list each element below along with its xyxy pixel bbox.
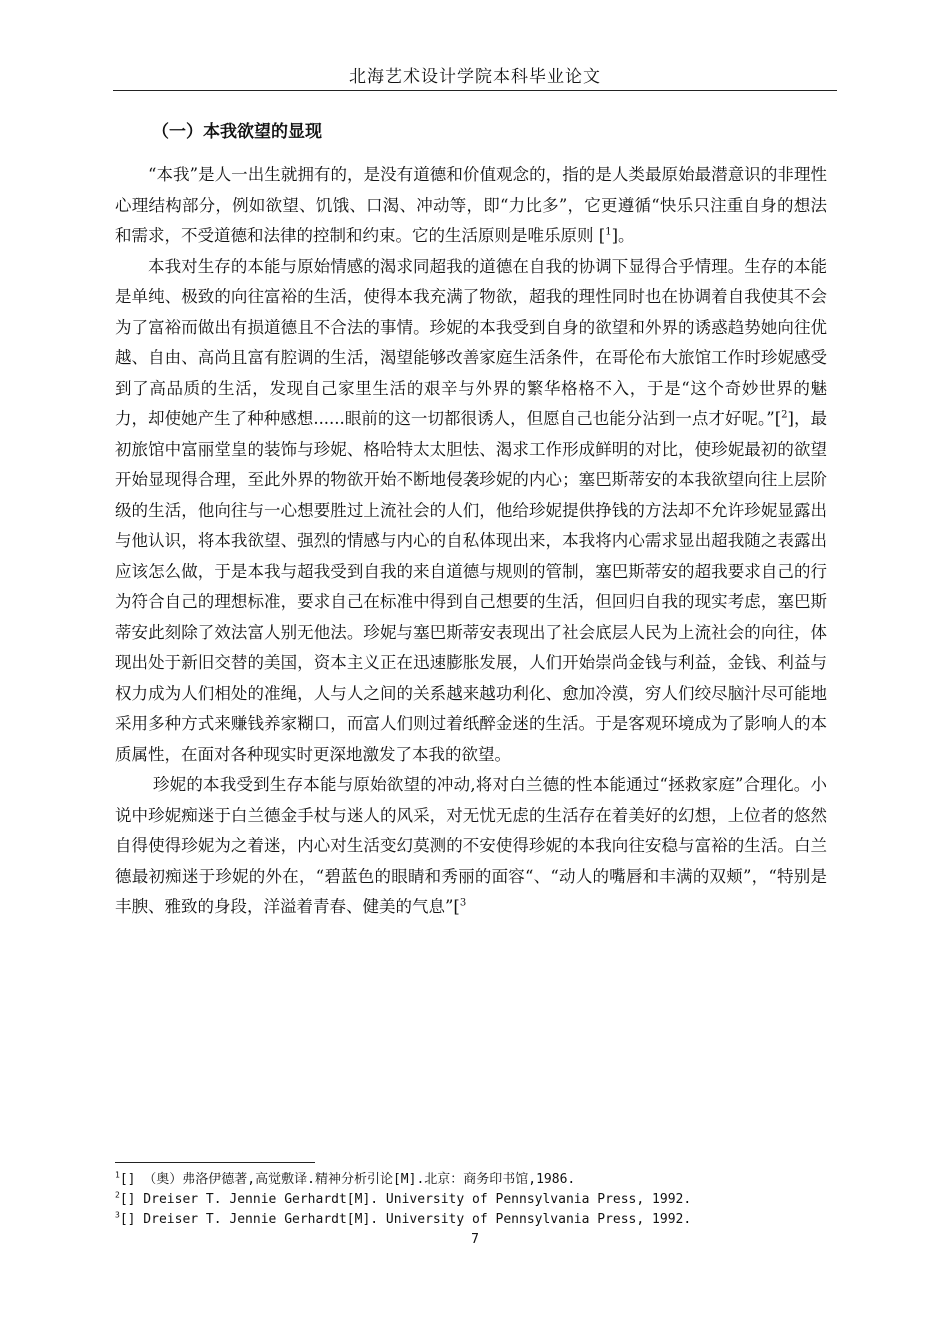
paragraph-2-text: 本我对生存的本能与原始情感的渴求同超我的道德在自我的协调下显得合乎情理。生存的本能是单纯、极致的向往富裕的生活，使得本我充满了物欲，超我的理性同时也在协调着自我使其不会为了富裕而做出有损道德且不合法的事情。珍妮的本我受到自身的欲望和外界的诱惑趋势她向往优越、自由、高尚且富有腔调的生活，渴望能够改善家庭生活条件，在哥伦布大旅馆工作时珍妮感受到了高品质的生活，发现自己家里生活的艰辛与外界的繁华格格不入，于是“这个奇妙世界的魅力，却使她产生了种种感想......眼前的这一切都很诱人，但愿自己也能分沾到一点才好呢。”[ bbox=[115, 256, 827, 428]
footnote-2-mark: 2 bbox=[115, 1190, 120, 1200]
section-heading: （一）本我欲望的显现 bbox=[152, 122, 322, 142]
footnote-divider bbox=[115, 1162, 315, 1163]
footnote-3-mark: 3 bbox=[115, 1210, 120, 1220]
paragraph-2 bbox=[115, 252, 827, 771]
paragraph-2-tail: ]，最初旅馆中富丽堂皇的装饰与珍妮、格哈特太太胆怯、渴求工作形成鲜明的对比，使珍妮最初的欲望开始显现得合理，至此外界的物欲开始不断地侵袭珍妮的内心；塞巴斯蒂安的本我欲望向往上层阶级的生活，他向往与一心想要胜过上流社会的人们，他给珍妮提供挣钱的方法却不允许珍妮显露出与他认识，将本我欲望、强烈的情感与内心的自私体现出来，本我将内心需求显出超我随之表露出应该怎么做，于是本我与超我受到自我的来自道德与规则的管制，塞巴斯蒂安的超我要求自己的行为符合自己的理想标准，要求自己在标准中得到自己想要的生活，但回归自我的现实考虑，塞巴斯蒂安此刻除了效法富人别无他法。珍妮与塞巴斯蒂安表现出了社会底层人民为上流社会的向往，体现出处于新旧交替的美国，资本主义正在迅速膨胀发展，人们开始崇尚金钱与利益，金钱、利益与权力成为人们相处的准绳，人与人之间的关系越来越功利化、愈加冷漠，穷人们绞尽脑汁尽可能地采用多种方式来赚钱养家糊口，而富人们则过着纸醉金迷的生活。于是客观环境成为了影响人的本质属性，在面对各种现实时更深地激发了本我的欲望。 bbox=[115, 409, 828, 764]
footnote-1 bbox=[115, 1170, 835, 1190]
paragraph-3-text: 珍妮的本我受到生存本能与原始欲望的冲动,将对白兰德的性本能通过“拯救家庭”合理化。小说中珍妮痴迷于白兰德金手杖与迷人的风采，对无忧无虑的生活存在着美好的幻想，上位者的悠然自得使得珍妮为之着迷，内心对生活变幻莫测的不安使得珍妮的本我向往安稳与富裕的生活。白兰德最初痴迷于珍妮的外在，“碧蓝色的眼睛和秀丽的面容“、“动人的嘴唇和丰满的双颊”，“特别是丰腴、雅致的身段，洋溢着青春、健美的气息”[ bbox=[115, 775, 827, 916]
footnote-3 bbox=[115, 1210, 835, 1230]
body-text bbox=[115, 160, 827, 923]
footnote-2 bbox=[115, 1190, 835, 1210]
page-header-title: 北海艺术设计学院本科毕业论文 bbox=[349, 67, 601, 87]
footnotes bbox=[115, 1170, 835, 1230]
paragraph-1 bbox=[115, 160, 827, 252]
citation-mark-2: 2 bbox=[781, 409, 788, 421]
paragraph-1-tail: ]。 bbox=[611, 226, 635, 245]
footnote-2-text: [] Dreiser T. Jennie Gerhardt[M]. University of Pennsylvania Press, 1992. bbox=[119, 1192, 692, 1207]
header-divider bbox=[113, 90, 837, 91]
paragraph-3 bbox=[115, 770, 827, 923]
footnote-1-mark: 1 bbox=[115, 1170, 120, 1180]
page-number: 7 bbox=[471, 1232, 479, 1247]
footnote-3-text: [] Dreiser T. Jennie Gerhardt[M]. University of Pennsylvania Press, 1992. bbox=[119, 1212, 692, 1227]
citation-mark-1: 1 bbox=[605, 226, 612, 238]
footnote-1-text: [] （奥）弗洛伊德著,高觉敷译.精神分析引论[M].北京：商务印书馆,1986. bbox=[119, 1172, 576, 1187]
paragraph-1-text: “本我”是人一出生就拥有的，是没有道德和价值观念的，指的是人类最原始最潜意识的非理性心理结构部分，例如欲望、饥饿、口渴、冲动等，即“力比多”，它更遵循“快乐只注重自身的想法和需求，不受道德和法律的控制和约束。它的生活原则是唯乐原则 [ bbox=[115, 165, 827, 245]
citation-mark-3: 3 bbox=[459, 897, 467, 909]
